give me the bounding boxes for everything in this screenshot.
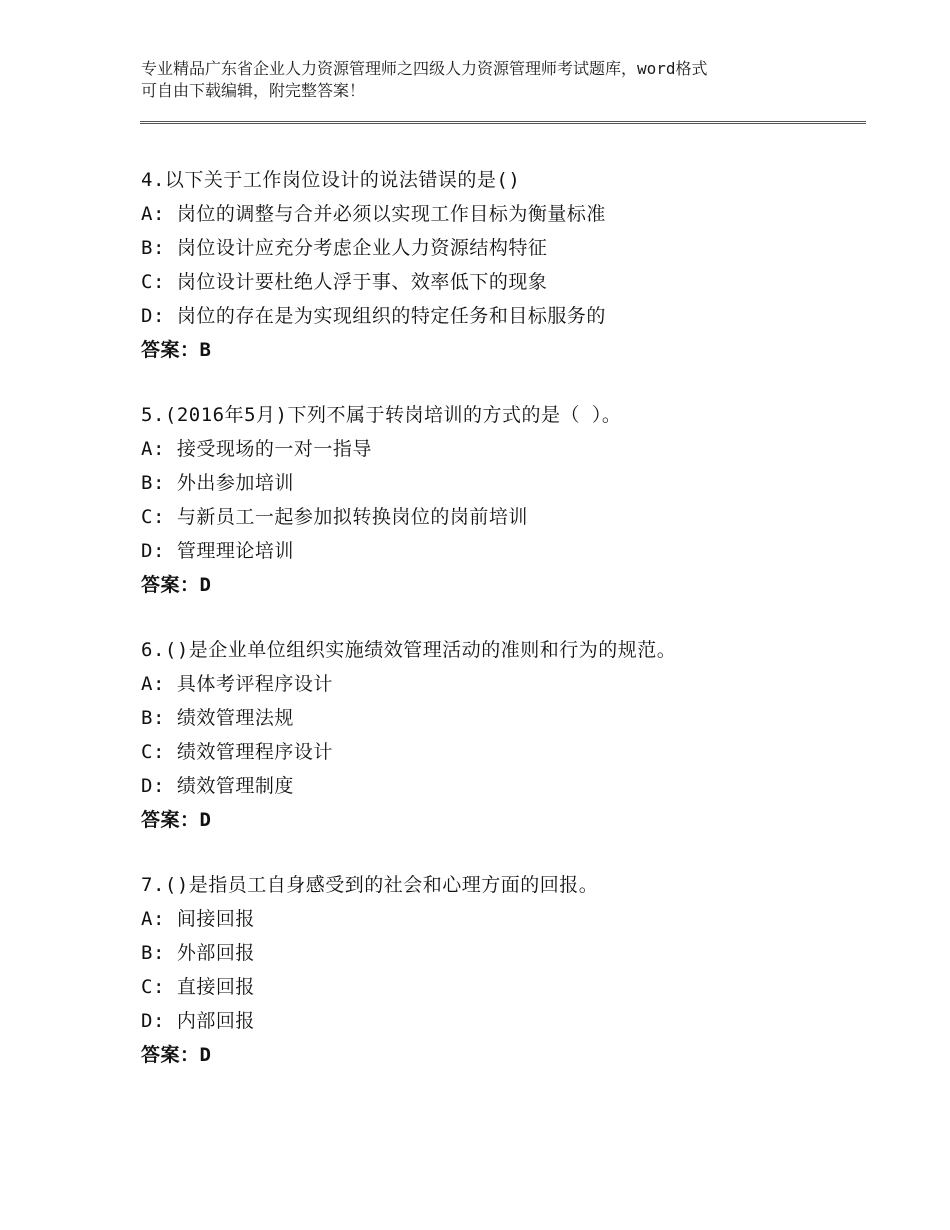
question-list (141, 163, 881, 1103)
question-stem: 7.()是指员工自身感受到的社会和心理方面的回报。 (141, 874, 599, 896)
option-c: C: 与新员工一起参加拟转换岗位的岗前培训 (141, 506, 528, 528)
option-d: D: 内部回报 (141, 1010, 255, 1032)
answer-line (141, 803, 881, 837)
header-line-1: 专业精品广东省企业人力资源管理师之四级人力资源管理师考试题库，word格式 (141, 59, 708, 78)
option-a: A: 具体考评程序设计 (141, 673, 333, 695)
question-6 (141, 633, 881, 837)
option-a: A: 间接回报 (141, 908, 255, 930)
option-d: D: 管理理论培训 (141, 540, 294, 562)
answer-line (141, 1038, 881, 1072)
answer-value: D (199, 809, 212, 831)
option-d: D: 绩效管理制度 (141, 775, 294, 797)
answer-label: 答案： (141, 809, 200, 831)
question-4 (141, 163, 881, 367)
question-7 (141, 868, 881, 1072)
question-stem: 5.(2016年5月)下列不属于转岗培训的方式的是（ ）。 (141, 404, 622, 426)
option-c: C: 岗位设计要杜绝人浮于事、效率低下的现象 (141, 271, 548, 293)
option-a: A: 岗位的调整与合并必须以实现工作目标为衡量标准 (141, 203, 606, 225)
header-line-2: 可自由下载编辑，附完整答案！ (141, 81, 366, 100)
option-b: B: 绩效管理法规 (141, 707, 294, 729)
answer-value: D (199, 1044, 212, 1066)
answer-value: D (199, 574, 212, 596)
answer-label: 答案： (141, 1044, 200, 1066)
question-stem: 6.()是企业单位组织实施绩效管理活动的准则和行为的规范。 (141, 639, 677, 661)
answer-label: 答案： (141, 339, 200, 361)
question-stem: 4.以下关于工作岗位设计的说法错误的是() (141, 169, 521, 191)
option-b: B: 岗位设计应充分考虑企业人力资源结构特征 (141, 237, 548, 259)
option-c: C: 直接回报 (141, 976, 255, 998)
document-header (141, 58, 841, 102)
answer-label: 答案： (141, 574, 200, 596)
option-a: A: 接受现场的一对一指导 (141, 438, 372, 460)
answer-line (141, 333, 881, 367)
answer-value: B (199, 339, 212, 361)
option-c: C: 绩效管理程序设计 (141, 741, 333, 763)
option-b: B: 外出参加培训 (141, 472, 294, 494)
question-5 (141, 398, 881, 602)
option-d: D: 岗位的存在是为实现组织的特定任务和目标服务的 (141, 305, 606, 327)
answer-line (141, 568, 881, 602)
option-b: B: 外部回报 (141, 942, 255, 964)
header-divider (140, 121, 866, 125)
